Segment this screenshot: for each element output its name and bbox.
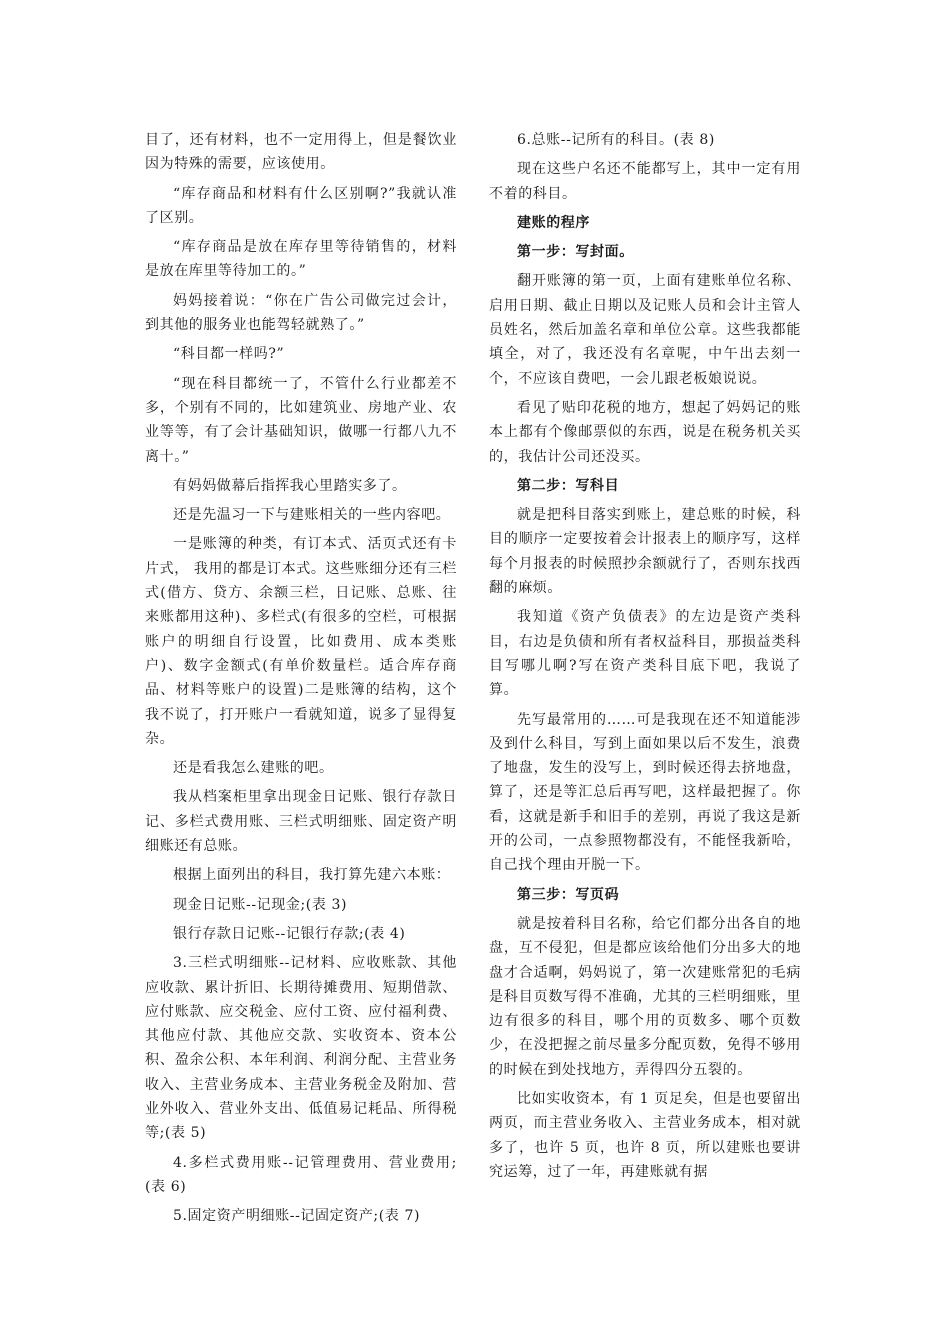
section-heading: 第三步：写页码 bbox=[517, 886, 620, 903]
paragraph: 比如实收资本，有 1 页足矣，但是也要留出两页，而主营业务收入、主营业务成本，相对就多了，也许 5 页，也许 8 页，所以建账也要讲究运筹，过了一年，再建账就有据 bbox=[489, 1090, 801, 1180]
left-text-column bbox=[145, 128, 457, 1233]
paragraph: 3.三栏式明细账--记材料、应收账款、其他应收款、累计折旧、长期待摊费用、短期借款、应付账款、应交税金、应付工资、应付福利费、其他应付款、其他应交款、实收资本、资本公积、盈余公积、本年利润、利润分配、主营业务收入、主营业务成本、主营业务税金及附加、营业外收入、营业外支出、低值易记耗品、所得税等;(表 5) bbox=[145, 955, 457, 1142]
paragraph: 看见了贴印花税的地方，想起了妈妈记的账本上都有个像邮票似的东西，说是在税务机关买的，我估计公司还没买。 bbox=[489, 399, 801, 465]
right-text-column bbox=[489, 128, 801, 1189]
paragraph: 有妈妈做幕后指挥我心里踏实多了。 bbox=[173, 477, 407, 494]
paragraph: 6.总账--记所有的科目。(表 8) bbox=[517, 132, 715, 148]
paragraph: 根据上面列出的科目，我打算先建六本账： bbox=[173, 867, 451, 884]
paragraph: 4.多栏式费用账--记管理费用、营业费用;(表 6) bbox=[145, 1154, 457, 1195]
paragraph: 还是先温习一下与建账相关的一些内容吧。 bbox=[173, 507, 451, 524]
section-heading: 第一步：写封面。 bbox=[517, 244, 634, 261]
paragraph: 现在这些户名还不能都写上，其中一定有用不着的科目。 bbox=[489, 161, 801, 202]
paragraph: “库存商品是放在库存里等待销售的，材料是放在库里等待加工的。” bbox=[145, 239, 457, 280]
paragraph: 就是按着科目名称，给它们都分出各自的地盘，互不侵犯，但是都应该给他们分出多大的地盘才合适啊，妈妈说了，第一次建账常犯的毛病是科目页数写得不准确，尤其的三栏明细账，里边有很多的科目，哪个用的页数多、哪个页数少，在没把握之前尽量多分配页数，免得不够用的时候在到处找地方，弄得四分五裂的。 bbox=[489, 915, 801, 1078]
paragraph: “现在科目都统一了，不管什么行业都差不多，个别有不同的，比如建筑业、房地产业、农业等等，有了会计基础知识，做哪一行都八九不离十。” bbox=[145, 375, 457, 465]
section-heading: 第二步：写科目 bbox=[517, 477, 620, 494]
paragraph: “科目都一样吗?” bbox=[173, 346, 285, 363]
paragraph: 还是看我怎么建账的吧。 bbox=[173, 760, 334, 777]
paragraph: 目了，还有材料，也不一定用得上，但是餐饮业因为特殊的需要，应该使用。 bbox=[145, 132, 457, 173]
section-heading: 建账的程序 bbox=[517, 214, 590, 231]
paragraph: 翻开账簿的第一页，上面有建账单位名称、启用日期、截止日期以及记账人员和会计主管人员姓名，然后加盖名章和单位公章。这些我都能填全，对了，我还没有名章呢，中午出去刻一个，不应该自费吧，一会儿跟老板娘说说。 bbox=[489, 273, 801, 387]
paragraph: 一是账簿的种类，有订本式、活页式还有卡片式， 我用的都是订本式。这些账细分还有三栏式(借方、贷方、余额三栏，日记账、总账、往来账都用这种)、多栏式(有很多的空栏，可根据账户的明细自行设置，比如费用、成本类账户)、数字金额式(有单价数量栏。适合库存商品、材料等账户的设置)二是账簿的结构，这个我不说了，打开账户一看就知道，说多了显得复杂。 bbox=[145, 536, 457, 747]
paragraph: 银行存款日记账--记银行存款;(表 4) bbox=[173, 925, 406, 942]
paragraph: 我从档案柜里拿出现金日记账、银行存款日记、多栏式费用账、三栏式明细账、固定资产明细账还有总账。 bbox=[145, 789, 457, 855]
paragraph: 我知道《资产负债表》的左边是资产类科目，右边是负债和所有者权益科目，那损益类科目写哪儿啊?写在资产类科目底下吧，我说了算。 bbox=[489, 609, 801, 699]
paragraph: 现金日记账--记现金;(表 3) bbox=[173, 896, 348, 913]
paragraph: 先写最常用的……可是我现在还不知道能涉及到什么科目，写到上面如果以后不发生，浪费了地盘，发生的没写上，到时候还得去挤地盘，算了，还是等汇总后再写吧，这样最把握了。你看，这就是新手和旧手的差别，再说了我这是新开的公司，一点参照物都没有，不能怪我新哈，自己找个理由开脱一下。 bbox=[489, 711, 801, 874]
paragraph: 5.固定资产明细账--记固定资产;(表 7) bbox=[173, 1208, 421, 1225]
paragraph: 妈妈接着说：“你在广告公司做完过会计，到其他的服务业也能驾轻就熟了。” bbox=[145, 292, 457, 334]
paragraph: 就是把科目落实到账上，建总账的时候，科目的顺序一定要按着会计报表上的顺序写，这样每个月报表的时候照抄余额就行了，否则东找西翻的麻烦。 bbox=[489, 507, 801, 597]
paragraph: “库存商品和材料有什么区别啊?”我就认准了区别。 bbox=[145, 185, 457, 226]
